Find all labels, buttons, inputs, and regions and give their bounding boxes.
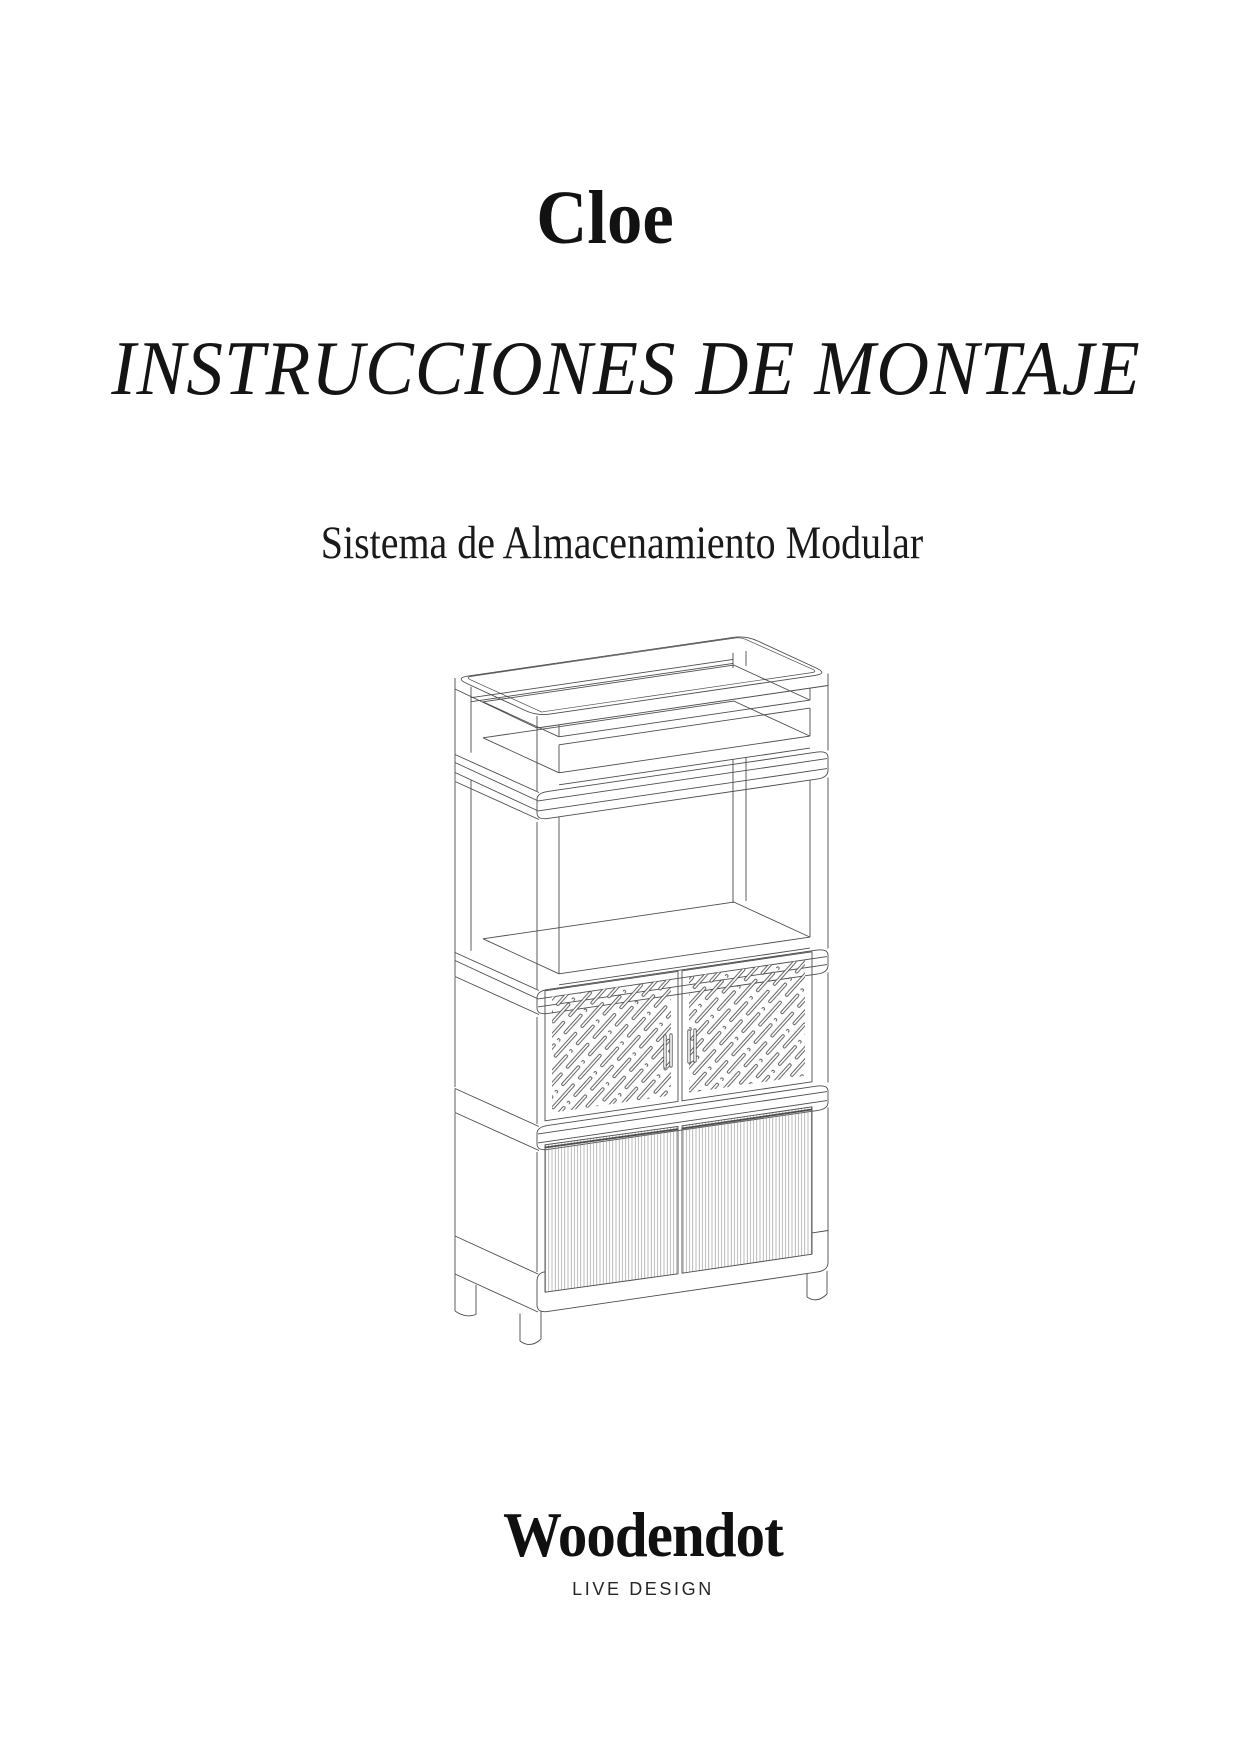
module-open-tall — [455, 757, 828, 989]
document-title: INSTRUCCIONES DE MONTAJE — [111, 325, 1141, 411]
back-left-leg — [455, 1275, 476, 1316]
diagonal-lattice-left — [552, 979, 671, 1112]
front-left-leg — [520, 1311, 541, 1345]
door-pull-slots — [665, 1030, 695, 1067]
inner-shelf — [483, 665, 810, 745]
shelving-unit-drawing — [455, 637, 828, 1345]
module-open-shelf — [455, 651, 828, 791]
fluted-door-left — [545, 1126, 678, 1292]
product-subtitle: Sistema de Almacenamiento Modular — [320, 517, 924, 569]
cylindrical-legs — [455, 1271, 827, 1345]
fluted-door-right — [682, 1107, 812, 1273]
product-name-title: Cloe — [536, 176, 674, 260]
front-right-leg — [807, 1271, 827, 1300]
frame-band-1 — [455, 752, 828, 820]
brand-tagline: LIVE DESIGN — [572, 1579, 714, 1599]
brand-logo: Woodendot — [503, 1499, 783, 1570]
module-fluted-doors — [455, 1107, 828, 1292]
diagonal-lattice-right — [689, 960, 805, 1093]
